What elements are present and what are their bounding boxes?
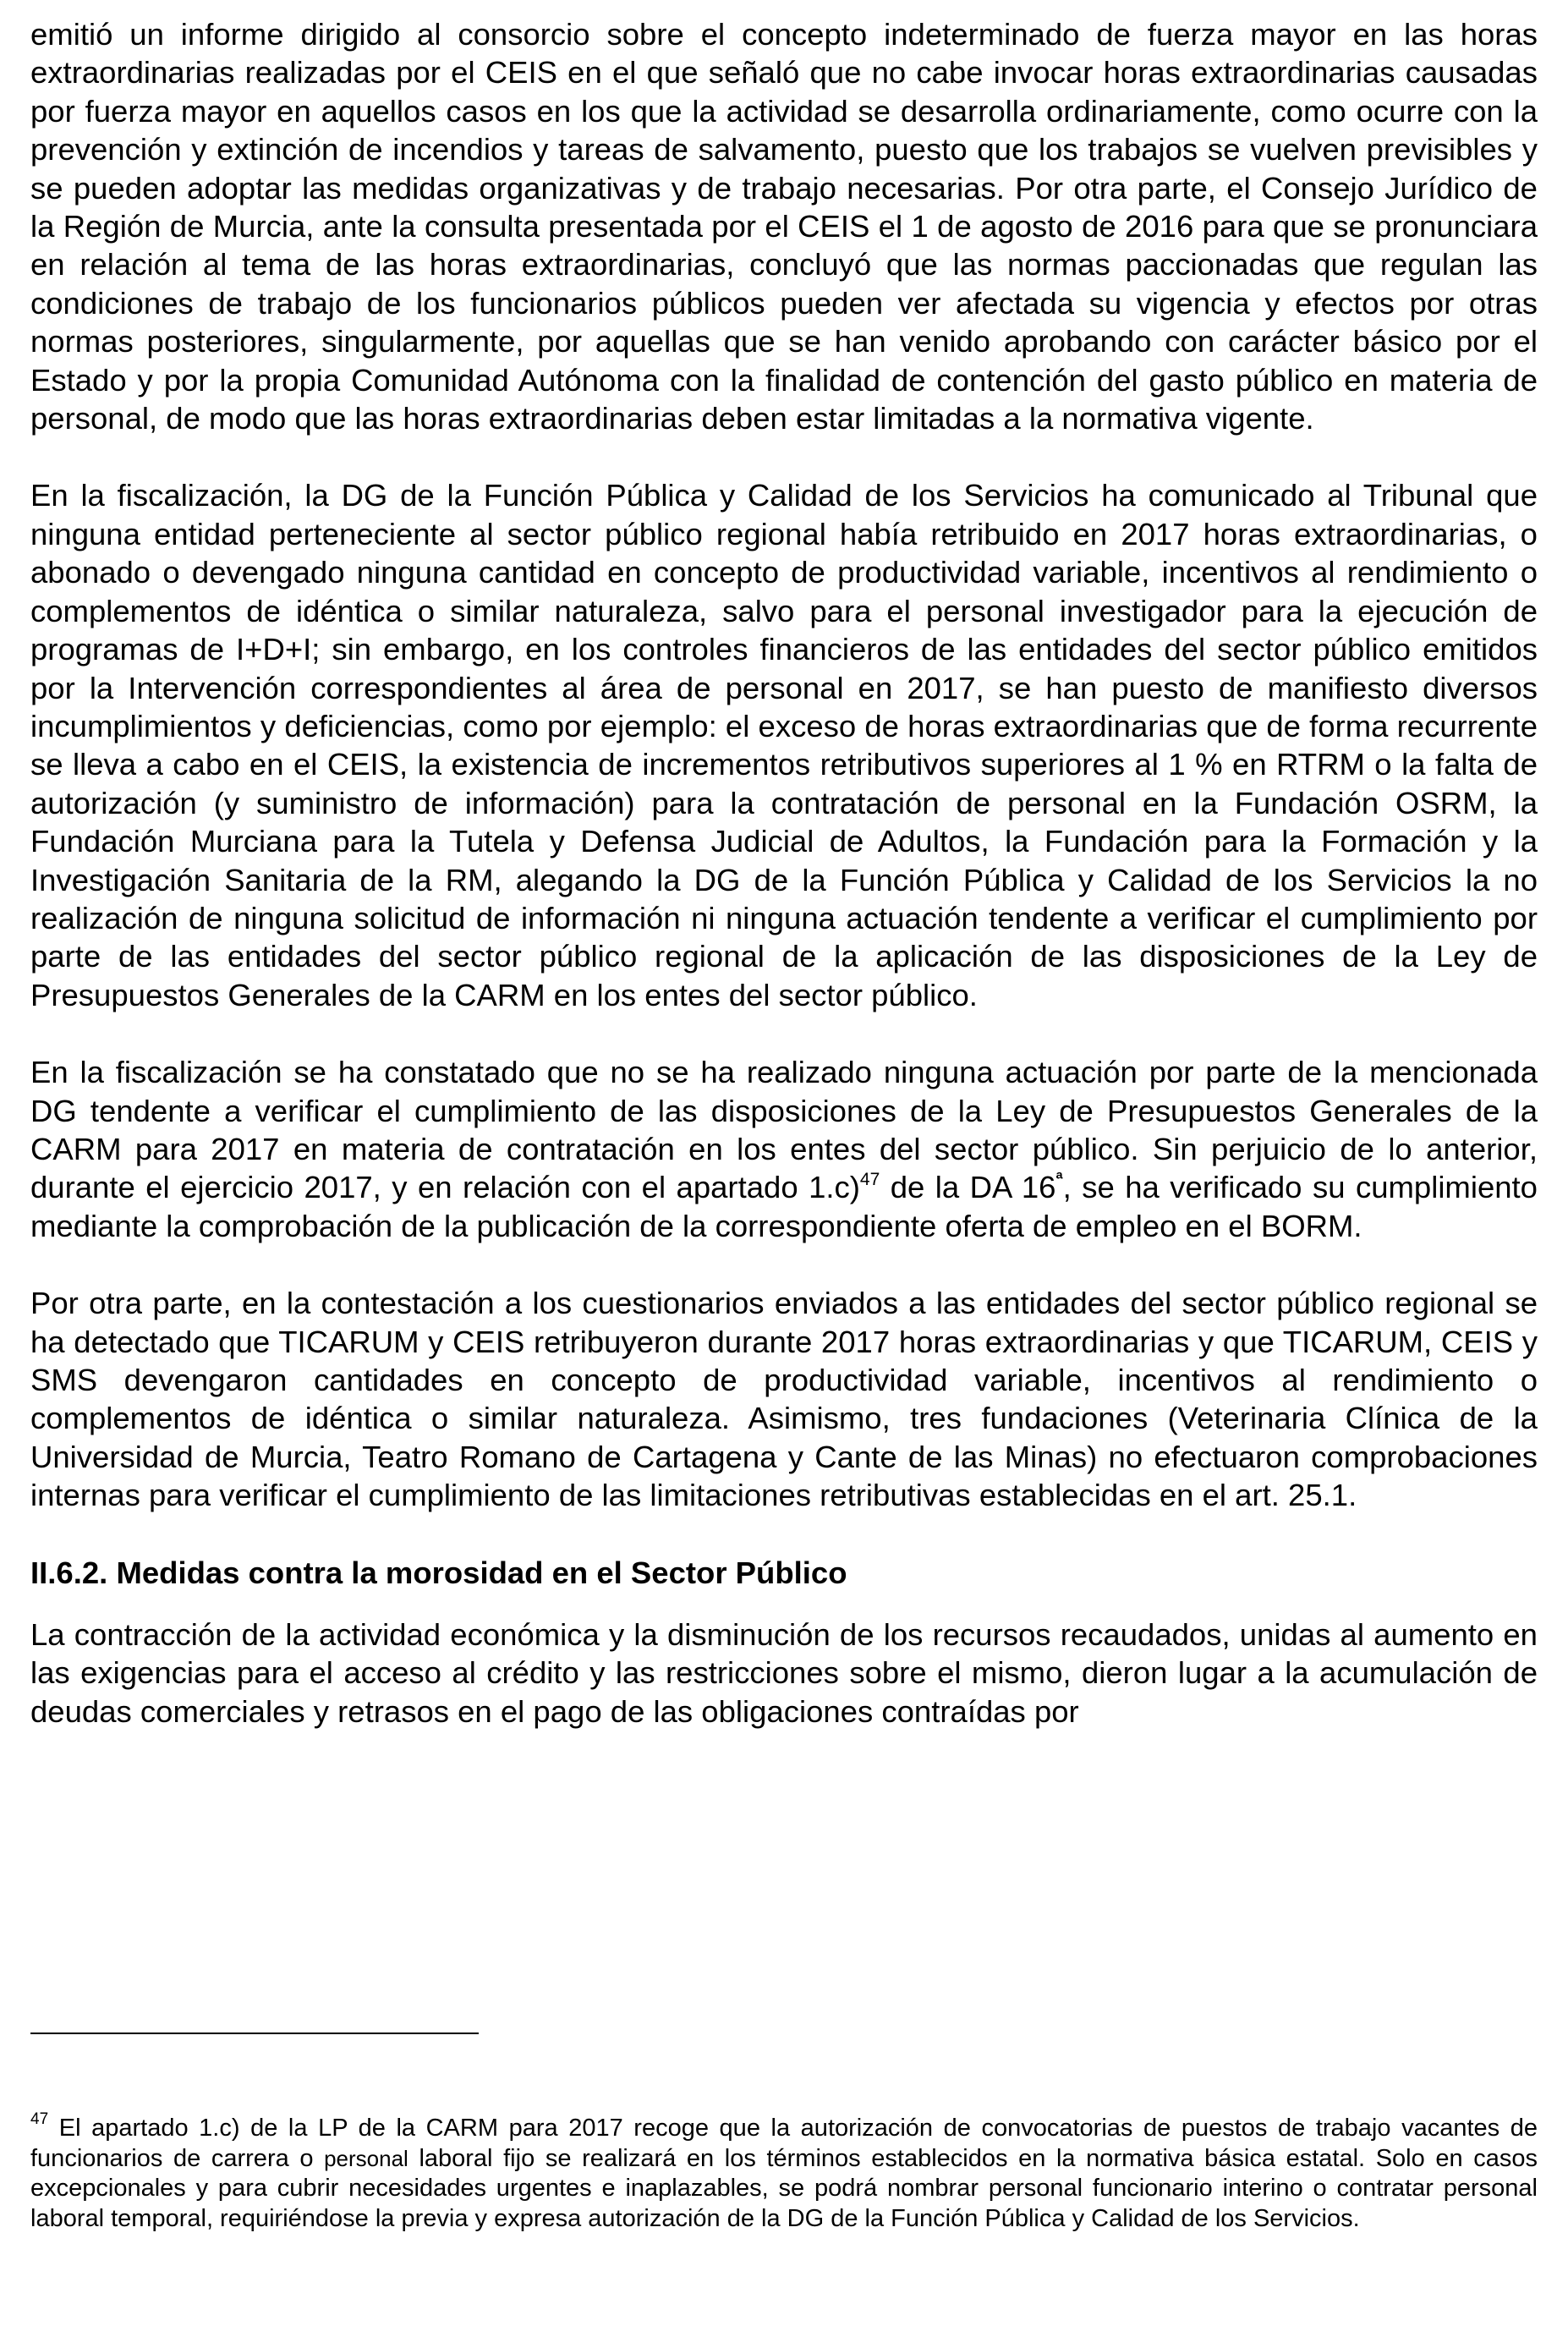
paragraph-constatacion [30, 1053, 1538, 1245]
footnote-reference[interactable]: 47 [859, 1170, 880, 1190]
ordinal-indicator: ª [1055, 1168, 1063, 1190]
paragraph-dg-funcion-publica: En la fiscalización, la DG de la Función Pública y Calidad de los Servicios ha comunicado al Tribunal que ninguna entidad perteneciente al sector público regional había retribuido en 2017 horas extraordinarias, o abonado o devengado ninguna cantidad en concepto de productividad variable, incentivos al rendimiento o complementos de idéntica o similar naturaleza, salvo para el personal investigador para la ejecución de programas de I+D+I; sin embargo, en los controles financieros de las entidades del sector público emitidos por la Intervención correspondientes al área de personal en 2017, se han puesto de manifiesto diversos incumplimientos y deficiencias, como por ejemplo: el exceso de horas extraordinarias que de forma recurrente se lleva a cabo en el CEIS, la existencia de incrementos retributivos superiores al 1 % en RTRM o la falta de autorización (y suministro de información) para la contratación de personal en la Fundación OSRM, la Fundación Murciana para la Tutela y Defensa Judicial de Adultos, la Fundación para la Formación y la Investigación Sanitaria de la RM, alegando la DG de la Función Pública y Calidad de los Servicios la no realización de ninguna solicitud de información ni ninguna actuación tendente a verificar el cumplimiento por parte de las entidades del sector público regional de la aplicación de las disposiciones de la Ley de Presupuestos Generales de la CARM en los entes del sector público. [30, 478, 1538, 1012]
paragraph-morosidad: La contracción de la actividad económica y la disminución de los recursos recaudados, unidas al aumento en las exigencias para el acceso al crédito y las restricciones sobre el mismo, dieron lugar a la acumulación de deudas comerciales y retrasos en el pago de las obligaciones contraídas por [30, 1617, 1538, 1729]
document-body [30, 15, 1538, 1769]
paragraph-constatacion-text-a: En la fiscalización se ha constatado que no se ha realizado ninguna actuación por parte de la mencionada DG tendente a verificar el cumplimiento de las disposiciones de la Ley de Presupuestos Generales de la CARM para 2017 en materia de contratación en los entes del sector público. Sin perjuicio de lo anterior, durante el ejercicio 2017, y en relación con el apartado 1.c) [30, 1055, 1538, 1205]
footnote [30, 2110, 1538, 2234]
footnote-text-a: El apartado 1.c) de la LP de la CARM para 2017 recoge que la autorización de convocatorias de puestos de trabajo vacantes de funcionarios de carrera o [30, 2115, 1538, 2172]
paragraph-constatacion-text-c: , se ha verificado su cumplimiento mediante la comprobación de la publicación de la correspondiente oferta de empleo en el BORM. [30, 1170, 1538, 1243]
footnote-separator [30, 2033, 479, 2034]
footnote-text-small: personal [324, 2145, 408, 2171]
paragraph-cuestionarios: Por otra parte, en la contestación a los cuestionarios enviados a las entidades del sector público regional se ha detectado que TICARUM y CEIS retribuyeron durante 2017 horas extraordinarias y que TICARUM, CEIS y SMS devengaron cantidades en concepto de productividad variable, incentivos al rendimiento o complementos de idéntica o similar naturaleza. Asimismo, tres fundaciones (Veterinaria Clínica de la Universidad de Murcia, Teatro Romano de Cartagena y Cante de las Minas) no efectuaron comprobaciones internas para verificar el cumplimiento de las limitaciones retributivas establecidas en el art. 25.1. [30, 1286, 1538, 1513]
footnote-number: 47 [30, 2110, 49, 2129]
paragraph-horas-extraordinarias: emitió un informe dirigido al consorcio sobre el concepto indeterminado de fuerza mayor en las horas extraordinarias realizadas por el CEIS en el que señaló que no cabe invocar horas extraordinarias causadas por fuerza mayor en aquellos casos en los que la actividad se desarrolla ordinariamente, como ocurre con la prevención y extinción de incendios y tareas de salvamento, puesto que los trabajos se vuelven previsibles y se pueden adoptar las medidas organizativas y de trabajo necesarias. Por otra parte, el Consejo Jurídico de la Región de Murcia, ante la consulta presentada por el CEIS el 1 de agosto de 2016 para que se pronunciara en relación al tema de las horas extraordinarias, concluyó que las normas paccionadas que regulan las condiciones de trabajo de los funcionarios públicos pueden ver afectada su vigencia y efectos por otras normas posteriores, singularmente, por aquellas que se han venido aprobando con carácter básico por el Estado y por la propia Comunidad Autónoma con la finalidad de contención del gasto público en materia de personal, de modo que las horas extraordinarias deben estar limitadas a la normativa vigente. [30, 17, 1538, 436]
footnote-text-b: laboral fijo se realizará en los términos establecidos en la normativa básica estatal. Solo en casos excepcionales y para cubrir necesidades urgentes e inaplazables, se podrá nombrar personal funcionario interino o contratar personal laboral temporal, requiriéndose la previa y expresa autorización de la DG de la Función Pública y Calidad de los Servicios. [30, 2144, 1538, 2232]
paragraph-constatacion-text-b: de la DA 16 [880, 1170, 1056, 1205]
section-heading: II.6.2. Medidas contra la morosidad en el Sector Público [30, 1555, 847, 1590]
